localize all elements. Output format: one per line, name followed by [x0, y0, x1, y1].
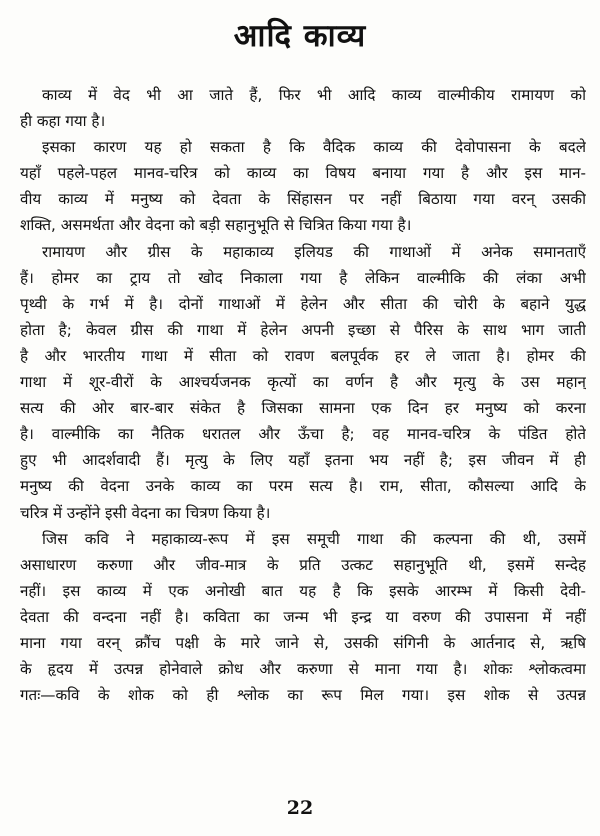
text-line: ही कहा गया है। — [20, 112, 106, 131]
page-number: 22 — [286, 797, 314, 819]
text-line: जिस कवि ने महाकाव्य-रूप में इस समूची गाथा की कल्पना की थी, उसमें — [42, 529, 586, 548]
text-line: शक्ति, असमर्थता और वेदना को बड़ी सहानुभूति से चित्रित किया गया है। — [20, 216, 412, 235]
text-line: वीय काव्य में मनुष्य को देवता के सिंहासन पर नहीं बिठाया गया वरन् उसकी — [20, 190, 586, 209]
text-line: पृथ्वी के गर्भ में है। दोनों गाथाओं में हेलेन और सीता की चोरी के बहाने युद्ध — [20, 294, 586, 313]
text-line: के हृदय में उत्पन्न होनेवाले क्रोध और करुणा से माना गया है। शोकः श्लोकत्वमा — [20, 660, 586, 679]
text-line: होता है; केवल ग्रीस की गाथा में हेलेन अपनी इच्छा से पैरिस के साथ भाग जाती — [20, 320, 586, 339]
text-line: असाधारण करुणा और जीव-मात्र के प्रति उत्कट सहानुभूति थी, इसमें सन्देह — [20, 555, 586, 574]
page-title: आदि काव्य — [233, 18, 367, 54]
text-line: हुए भी आदर्शवादी हैं। मृत्यु के लिए यहाँ इतना भय नहीं है; इस जीवन में ही — [20, 451, 586, 470]
text-line: गतः—कवि के शोक को ही श्लोक का रूप मिल गया। इस शोक से उत्पन्न — [20, 686, 586, 705]
text-line: माना गया वरन् क्रौंच पक्षी के मारे जाने से, उसकी संगिनी के आर्तनाद से, ऋषि — [20, 633, 586, 652]
text-line: यहाँ पहले-पहल मानव-चरित्र को काव्य का विषय बनाया गया है और इस मान- — [20, 164, 586, 183]
text-line: मनुष्य की वेदना उनके काव्य का परम सत्य है। राम, सीता, कौसल्या आदि के — [20, 477, 586, 496]
text-line: नहीं। इस काव्य में एक अनोखी बात यह है कि इसके आरम्भ में किसी देवी- — [20, 581, 586, 600]
text-line: गाथा में शूर-वीरों के आश्चर्यजनक कृत्यों का वर्णन है और मृत्यु के उस महान् — [20, 373, 586, 392]
text-line: सत्य की ओर बार-बार संकेत है जिसका सामना एक दिन हर मनुष्य को करना — [20, 399, 586, 418]
text-line: हैं। होमर का ट्राय तो खोद निकाला गया है लेकिन वाल्मीकि की लंका अभी — [20, 268, 586, 287]
text-line: देवता की वन्दना नहीं है। कविता का जन्म भी इन्द्र या वरुण की उपासना में नहीं — [20, 607, 586, 626]
text-line: काव्य में वेद भी आ जाते हैं, फिर भी आदि काव्य वाल्मीकीय रामायण को — [42, 86, 586, 104]
text-line: है। वाल्मीकि का नैतिक धरातल और ऊँचा है; वह मानव-चरित्र के पंडित होते — [20, 425, 586, 444]
text-line: चरित्र में उन्होंने इसी वेदना का चित्रण किया है। — [20, 503, 271, 522]
text-line: इसका कारण यह हो सकता है कि वैदिक काव्य की देवोपासना के बदले — [42, 138, 586, 157]
text-line: रामायण और ग्रीस के महाकाव्य इलियड की गाथाओं में अनेक समानताएँ — [42, 242, 586, 261]
text-line: है और भारतीय गाथा में सीता को रावण बलपूर्वक हर ले जाता है। होमर की — [20, 346, 586, 365]
body-text — [20, 82, 586, 708]
